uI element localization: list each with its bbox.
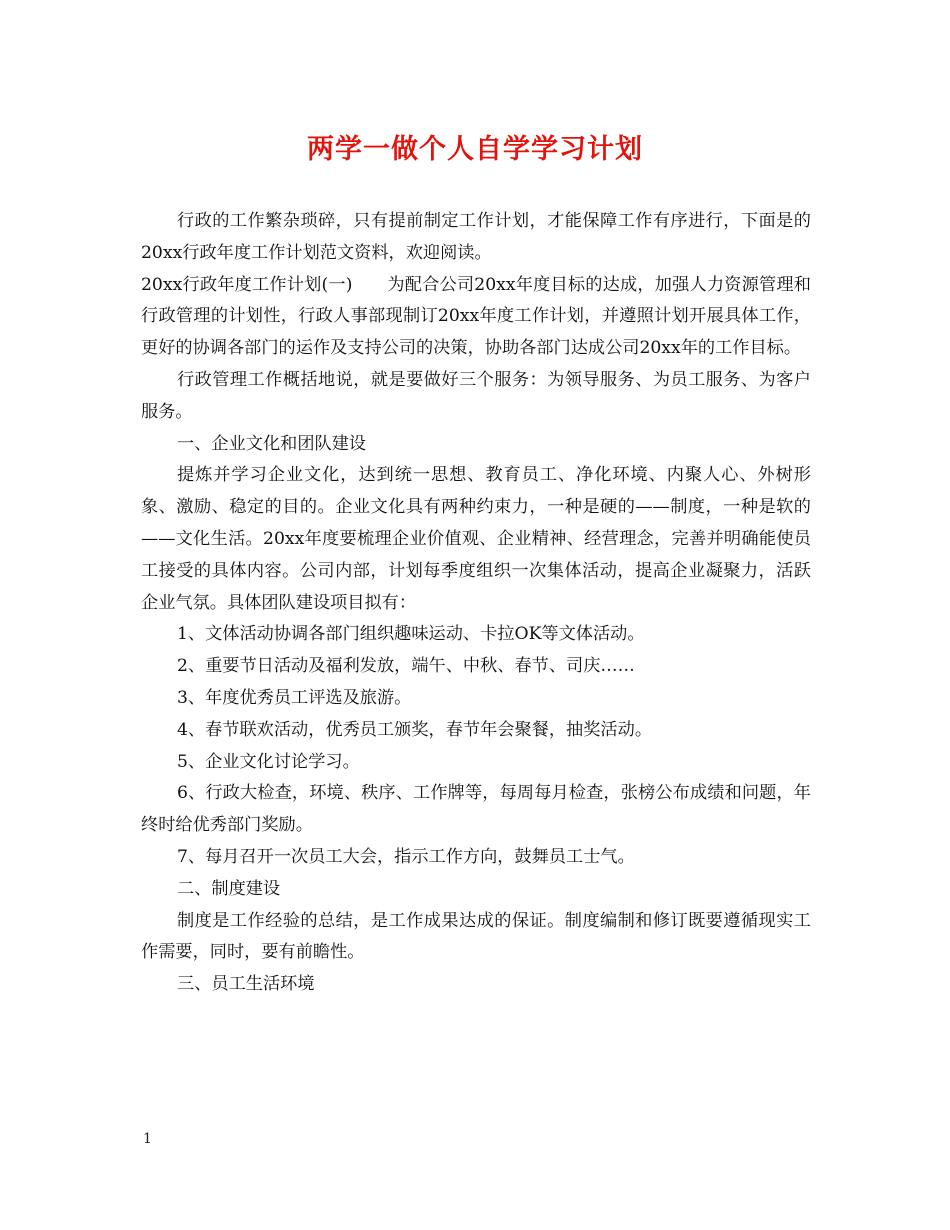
document-body <box>141 206 811 1001</box>
paragraph: 提炼并学习企业文化，达到统一思想、教育员工、净化环境、内聚人心、外树形象、激励、稳定的目的。企业文化具有两种约束力，一种是硬的——制度，一种是软的——文化生活。20xx年度要梳理企业价值观、企业精神、经营理念，完善并明确能使员工接受的具体内容。公司内部，计划每季度组织一次集体活动，提高企业凝聚力，活跃企业气氛。具体团队建设项目拟有： <box>141 465 811 613</box>
document-title: 两学一做个人自学学习计划 <box>307 134 643 165</box>
paragraph: 20xx行政年度工作计划(一) 为配合公司20xx年度目标的达成，加强人力资源管理和行政管理的计划性，行政人事部现制订20xx年度工作计划，并遵照计划开展具体工作，更好的协调各部门的运作及支持公司的决策，协助各部门达成公司20xx年的工作目标。 <box>141 274 811 359</box>
paragraph: 制度是工作经验的总结，是工作成果达成的保证。制度编制和修订既要遵循现实工作需要，同时，要有前瞻性。 <box>141 910 811 963</box>
list-item: 5、企业文化讨论学习。 <box>177 751 360 772</box>
paragraph: 行政管理工作概括地说，就是要做好三个服务：为领导服务、为员工服务、为客户服务。 <box>141 369 811 422</box>
list-item: 1、文体活动协调各部门组织趣味运动、卡拉OK等文体活动。 <box>177 624 645 645</box>
list-item: 7、每月召开一次员工大会，指示工作方向，鼓舞员工士气。 <box>177 846 635 867</box>
section-heading: 三、员工生活环境 <box>177 974 315 995</box>
paragraph: 行政的工作繁杂琐碎，只有提前制定工作计划，才能保障工作有序进行，下面是的20xx行政年度工作计划范文资料，欢迎阅读。 <box>141 211 811 263</box>
list-item: 4、春节联欢活动，优秀员工颁奖，春节年会聚餐，抽奖活动。 <box>177 719 653 740</box>
page-number: 1 <box>143 1131 152 1147</box>
section-heading: 一、企业文化和团队建设 <box>177 433 367 454</box>
section-heading: 二、制度建设 <box>177 878 281 899</box>
list-item: 2、重要节日活动及福利发放，端午、中秋、春节、司庆…… <box>177 656 635 677</box>
list-item: 3、年度优秀员工评选及旅游。 <box>177 687 412 708</box>
list-item: 6、行政大检查，环境、秩序、工作牌等，每周每月检查，张榜公布成绩和问题，年终时给优秀部门奖励。 <box>141 783 811 836</box>
